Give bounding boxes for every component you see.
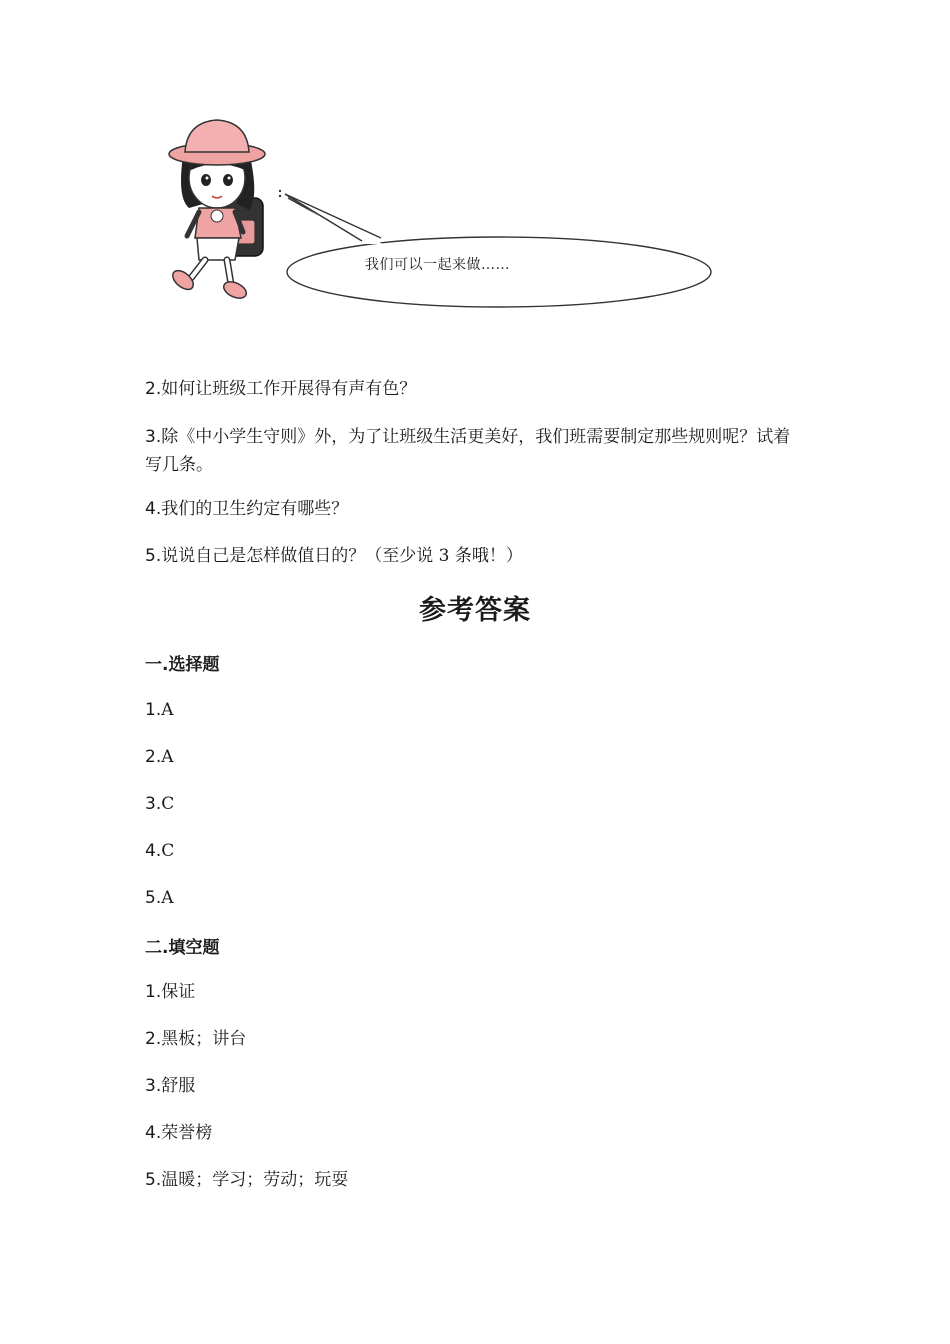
answer-2-3 — [145, 1072, 195, 1100]
section-title-fill: 二.填空题 — [145, 938, 220, 958]
speech-bubble-text: 我们可以一起来做…… — [365, 257, 510, 273]
answer-number: 2. — [145, 747, 162, 767]
answer-2-5 — [145, 1166, 348, 1194]
question-number: 2. — [145, 379, 162, 399]
answer-number: 4. — [145, 841, 162, 861]
question-2 — [145, 375, 416, 403]
answer-text: 舒服 — [161, 1076, 196, 1096]
answer-1-5 — [145, 884, 174, 912]
answer-text: 温暖；学习；劳动；玩耍 — [161, 1170, 349, 1190]
answer-1-2 — [145, 743, 174, 771]
question-number: 4. — [145, 499, 162, 519]
answer-number: 3. — [145, 1076, 162, 1096]
question-number: 3. — [145, 427, 162, 447]
answer-1-3 — [145, 790, 174, 818]
answer-text: A — [161, 700, 174, 720]
answer-1-4 — [145, 837, 174, 865]
answer-number: 5. — [145, 1170, 162, 1190]
answer-text: C — [161, 841, 175, 861]
answer-text: 黑板；讲台 — [161, 1029, 247, 1049]
answer-2-4 — [145, 1119, 212, 1147]
answer-2-1 — [145, 978, 195, 1006]
question-4 — [145, 495, 348, 523]
girl-speech-illustration — [155, 108, 725, 323]
speech-bubble — [279, 190, 711, 307]
section-title-choice: 一.选择题 — [145, 655, 220, 675]
answer-text: 保证 — [161, 982, 196, 1002]
question-text: 说说自己是怎样做值日的？（至少说 3 条哦！） — [161, 546, 523, 566]
answer-text: 荣誉榜 — [161, 1123, 213, 1143]
answer-number: 3. — [145, 794, 162, 814]
question-text: 我们的卫生约定有哪些？ — [161, 499, 349, 519]
question-5 — [145, 542, 523, 570]
answer-1-1 — [145, 696, 174, 724]
answer-text: A — [161, 888, 174, 908]
answer-text: A — [161, 747, 174, 767]
answers-title: 参考答案 — [419, 595, 531, 626]
question-text: 除《中小学生守则》外，为了让班级生活更美好，我们班需要制定那些规则呢？试着写几条。 — [145, 427, 791, 475]
answer-number: 1. — [145, 700, 162, 720]
answer-number: 2. — [145, 1029, 162, 1049]
answer-number: 1. — [145, 982, 162, 1002]
answer-2-2 — [145, 1025, 246, 1053]
answer-text: C — [161, 794, 175, 814]
question-3 — [145, 423, 805, 479]
answer-number: 4. — [145, 1123, 162, 1143]
answer-number: 5. — [145, 888, 162, 908]
girl-figure-icon — [169, 120, 265, 301]
question-number: 5. — [145, 546, 162, 566]
question-text: 如何让班级工作开展得有声有色？ — [161, 379, 417, 399]
